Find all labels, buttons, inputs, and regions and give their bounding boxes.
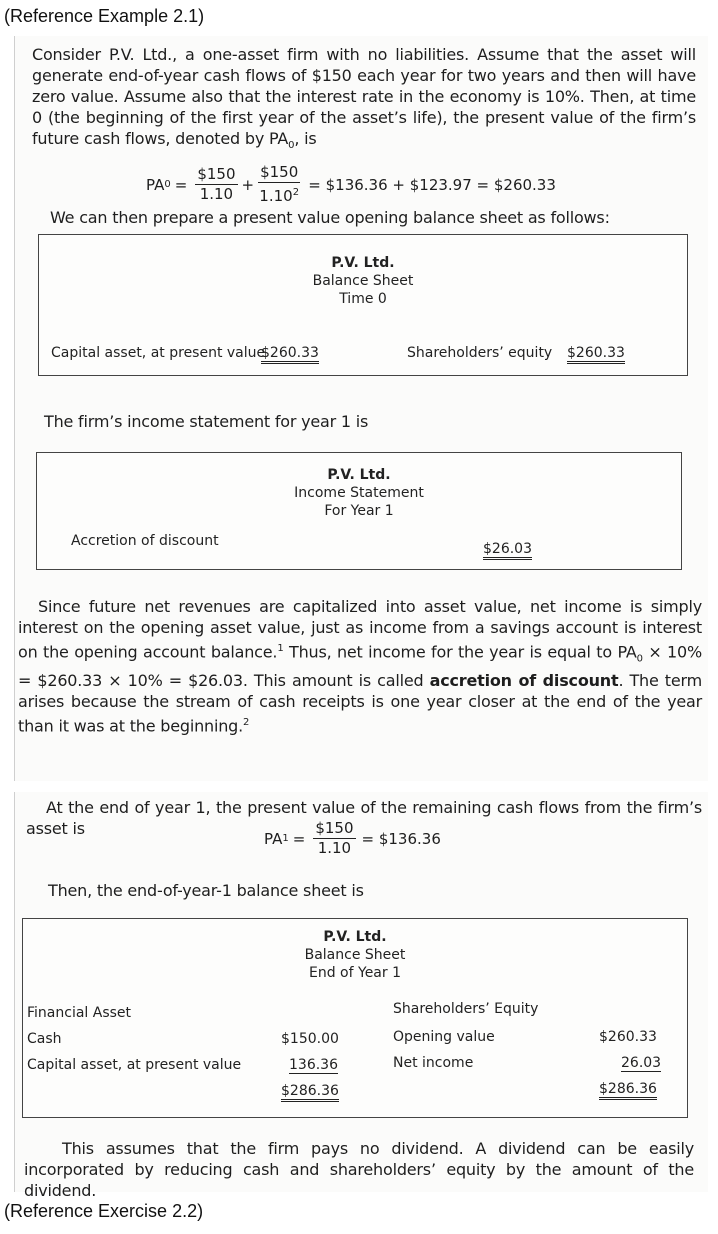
statement-title: Balance Sheet (304, 947, 406, 963)
balance-sheet-intro: We can then prepare a present value opening balance sheet as follows: (50, 208, 610, 227)
statement-period: For Year 1 (324, 503, 394, 519)
statement-title: Income Statement (294, 485, 424, 501)
assets-total: $286.36 (281, 1083, 339, 1102)
present-value-equation-1: PA 1 = $\frac{\$150}{1.10}$ = $136.36 (264, 819, 441, 857)
company-name: P.V. Ltd. (331, 255, 395, 271)
capital-asset-label: Capital asset, at present value (27, 1057, 242, 1073)
opening-value: $260.33 (599, 1029, 657, 1045)
income-statement-year-1 (36, 452, 682, 570)
equity-header: Shareholders’ Equity (393, 1001, 539, 1017)
accretion-label: Accretion of discount (71, 533, 219, 549)
fraction-1: $\frac{\$150}{1.10}$ (197, 165, 236, 203)
capital-asset-value: 136.36 (289, 1057, 338, 1073)
reference-example-heading: (Reference Example 2.1) (4, 6, 205, 26)
fraction-2: $\frac{\$150}{1.10^2}$ (259, 163, 300, 205)
intro-paragraph: Consider P.V. Ltd., a one-asset firm with no liabilities. Assume that the asset will generate end-of-year cash flows of $150 each year for two years and then will have zero value. Assume also that the interest rate in the economy is 10%. Then, at time 0 (the beginning of the first year of the asset’s life), the present value of the firm’s future cash flows, denoted by $PA_0$, is (32, 45, 696, 152)
statement-period: Time 0 (339, 291, 387, 307)
capital-asset-value: $260.33 (261, 345, 319, 364)
company-name: P.V. Ltd. (327, 467, 391, 483)
cash-value: $150.00 (281, 1031, 339, 1047)
equity-value: $260.33 (567, 345, 625, 364)
company-name: P.V. Ltd. (323, 929, 387, 945)
capital-asset-label: Capital asset, at present value (51, 345, 266, 361)
end-balance-sheet-intro: Then, the end-of-year-1 balance sheet is (48, 881, 364, 900)
equity-total: $286.36 (599, 1081, 657, 1100)
income-statement-intro: The firm’s income statement for year 1 is (44, 412, 369, 431)
fraction-3: $\frac{\$150}{1.10}$ (315, 819, 354, 857)
equity-label: Shareholders’ equity (407, 345, 553, 361)
balance-sheet-end-year-1 (22, 918, 688, 1118)
net-income-value: 26.03 (621, 1055, 662, 1071)
accretion-paragraph: Since future net revenues are capitalized into asset value, net income is simply interest on the opening asset value, just as income from a savings account is interest on the opening account balance.$^1$ Thus, net income for the year is equal to $PA_0 \times 10\%$ = $260.33 × 10% = $26.03. This amount is called accretion of discount. The term arises because the stream of cash receipts is one year closer at the end of the year than it was at the beginning.$^2$ (18, 597, 702, 735)
year-end-paragraph: At the end of year 1, the present value of the remaining cash flows from the firm’s asset is (26, 798, 702, 838)
financial-asset-header: Financial Asset (27, 1005, 132, 1021)
balance-sheet-time-0 (38, 234, 688, 376)
statement-title: Balance Sheet (312, 273, 414, 289)
net-income-label: Net income (393, 1055, 474, 1071)
present-value-equation-0: PA 0 = $\frac{\$150}{1.10}$ + $\frac{\$150}{1.10^2}$ = $136.36 + $123.97 = $260.33 (146, 163, 556, 205)
accretion-value: $26.03 (483, 541, 532, 560)
reference-exercise-heading: (Reference Exercise 2.2) (4, 1201, 204, 1221)
cash-label: Cash (27, 1031, 62, 1047)
statement-period: End of Year 1 (309, 965, 401, 981)
opening-value-label: Opening value (393, 1029, 495, 1045)
dividend-paragraph: This assumes that the firm pays no dividend. A dividend can be easily incorporated by reducing cash and shareholders’ equity by the amount of the dividend. (24, 1139, 694, 1200)
